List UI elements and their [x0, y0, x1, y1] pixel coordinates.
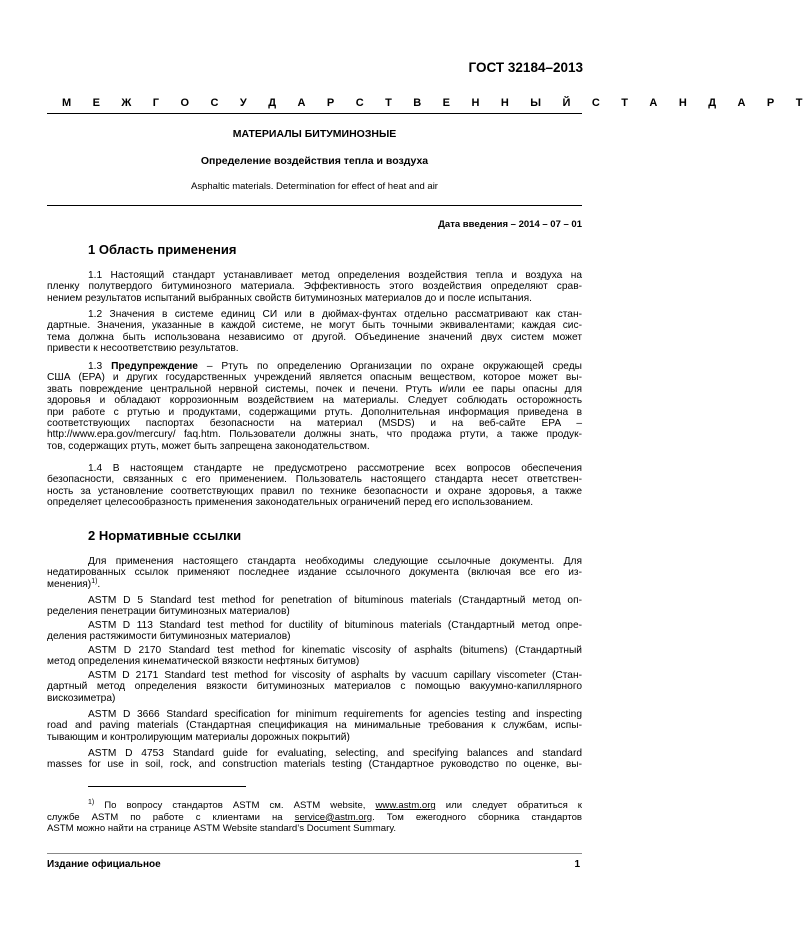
- text-fragment: .: [97, 578, 101, 590]
- document-title: МАТЕРИАЛЫ БИТУМИНОЗНЫЕ: [232, 128, 397, 140]
- text-line: соответствующих паспортах безопасности на материал (MSDS) и на веб-сайте EPA –: [47, 417, 582, 429]
- text-line: безопасности, связанных с его применением. Пользователь настоящего стандарта несет ответствен-: [47, 474, 582, 486]
- text-line: тема должна быть использована независимо от другой. Объединение значений двух систем может: [47, 331, 582, 343]
- astm-service-email-link[interactable]: service@astm.org: [294, 811, 373, 823]
- reference-astm-d113: [47, 620, 582, 643]
- text-line: http://www.epa.gov/mercury/ faq.htm. Пользователи должны знать, что продажа ртути, а также продук-: [47, 429, 582, 441]
- text-fragment: По вопросу стандартов ASTM см. ASTM website,: [94, 800, 376, 811]
- text-line: здоровья и обладают коррозионным воздействием на материалы. Следует соблюдать осторожность: [47, 395, 582, 407]
- text-fragment: . Том ежегодного сборника стандартов: [372, 811, 583, 823]
- footnote: [47, 800, 582, 835]
- paragraph-1-2: [47, 309, 582, 355]
- text-line: ределения пенетрации битуминозных материалов): [47, 606, 290, 618]
- footer-rule: [47, 853, 582, 854]
- text-fragment: службе ASTM по работе с клиентами на: [47, 811, 295, 823]
- text-line: тывающим и контролирующим материалы дорожных покрытий): [47, 731, 350, 743]
- astm-website-link[interactable]: www.astm.org: [375, 800, 436, 811]
- text-line: привести к несоответствию результатов.: [47, 343, 239, 355]
- reference-astm-d2170: [47, 645, 582, 668]
- text-line: США (EPA) и других государственных учреждений является опасным веществом, которое может вы-: [47, 372, 582, 384]
- reference-astm-d2171: [47, 670, 582, 704]
- text-fragment: менения): [47, 578, 92, 590]
- official-edition-label: Издание официальное: [47, 859, 161, 870]
- text-line: ASTM D 113 Standard test method for ductility of bituminous materials (Стандартный метод опре-: [88, 620, 582, 631]
- text-line: дартные. Значения, указанные в каждой системе, не могут быть точными эквивалентами; каждая сис-: [47, 320, 582, 332]
- text-line: ASTM D 2170 Standard test method for kinematic viscosity of asphalts (bitumens) (Стандартный: [88, 645, 582, 656]
- text-line: [47, 812, 582, 824]
- text-line: при работе с ртутью и продуктами, содержащими ртуть. Дополнительная информация приведена в: [47, 406, 582, 418]
- text-fragment: – Ртуть по определению Организации по охране окружающей среды: [197, 361, 582, 372]
- interstate-standard-label: М Е Ж Г О С У Д А Р С Т В Е Н Н Ы Й С Т А Н Д А Р Т: [62, 97, 812, 109]
- section-2-heading: 2 Нормативные ссылки: [88, 528, 242, 543]
- text-line: 1.4 В настоящем стандарте не предусмотрено рассмотрение всех вопросов обеспечения: [88, 463, 582, 474]
- footnote-marker: 1): [88, 799, 95, 806]
- text-line: деления растяжимости битуминозных материалов): [47, 631, 291, 643]
- references-intro: [47, 556, 582, 590]
- warning-label: Предупреждение: [111, 361, 198, 372]
- standard-code: ГОСТ 32184–2013: [468, 60, 583, 75]
- paragraph-1-1: [47, 270, 582, 304]
- text-line: Для применения настоящего стандарта необходимы следующие ссылочные документы. Для: [88, 556, 582, 567]
- section-1-heading: 1 Область применения: [88, 242, 237, 257]
- footnote-separator: [88, 786, 246, 787]
- text-line: 1.2 Значения в системе единиц СИ или в дюймах-фунтах отдельно рассматривают как стан-: [88, 309, 582, 320]
- text-fragment: или следует обратиться к: [435, 800, 582, 811]
- text-line: определяет целесообразность применения законодательных ограничений перед его использованием.: [47, 497, 534, 509]
- text-line: [47, 579, 582, 590]
- text-line: 1.1 Настоящий стандарт устанавливает метод определения воздействия тепла и воздуха на: [88, 270, 582, 281]
- paragraph-1-4: [47, 463, 582, 509]
- footnote-marker: 1): [91, 577, 98, 585]
- text-line: пленку полутвердого битуминозного материала. Эффективность этого воздействия определяют срав-: [47, 281, 582, 293]
- text-line: нением результатов испытаний выбранных свойств битуминозных материалов до и после испытания.: [47, 292, 532, 304]
- text-line: [47, 361, 582, 372]
- text-line: [47, 800, 582, 812]
- text-line: ASTM D 5 Standard test method for penetration of bituminous materials (Стандартный метод оп-: [88, 595, 582, 606]
- paragraph-number: 1.3: [88, 361, 112, 372]
- document-subtitle: Определение воздействия тепла и воздуха: [200, 155, 429, 167]
- text-line: ность за установление соответствующих правил по технике безопасности и охране здоровья, а также: [47, 485, 582, 497]
- reference-astm-d5: [47, 595, 582, 618]
- english-title: Asphaltic materials. Determination for effect of heat and air: [191, 181, 438, 192]
- text-line: недатированных ссылок применяют последнее издание ссылочного документа (включая все его из-: [47, 567, 582, 579]
- text-line: метод определения кинематической вязкости нефтяных битумов): [47, 656, 360, 668]
- text-line: вискозиметра): [47, 692, 116, 704]
- header-rule: [47, 113, 582, 114]
- text-line: тов, содержащих ртуть, может быть запрещена законодательством.: [47, 440, 370, 452]
- text-line: ASTM D 2171 Standard test method for viscosity of asphalts by vacuum capillary viscometer (Стан-: [88, 670, 582, 681]
- text-line: road and paving materials (Стандартная спецификация на минимальные требования к службам, испы-: [47, 720, 582, 732]
- text-line: дартный метод определения вязкости битуминозных материалов с помощью вакуумно-капиллярного: [47, 681, 582, 693]
- reference-astm-d4753: [47, 748, 582, 771]
- page-number: 1: [574, 859, 580, 870]
- introduction-date: Дата введения – 2014 – 07 – 01: [438, 219, 582, 230]
- paragraph-1-3: [47, 361, 582, 452]
- text-line: masses for use in soil, rock, and construction materials testing (Стандартное руководство по оценке, вы-: [47, 759, 582, 771]
- text-line: ASTM D 3666 Standard specification for minimum requirements for agencies testing and inspecting: [88, 709, 582, 720]
- title-rule: [47, 205, 582, 206]
- text-line: ASTM можно найти на странице ASTM Website standard’s Document Summary.: [47, 823, 397, 835]
- text-line: звать повреждение центральной нервной системы, почек и печени. Ртуть и/или ее пары опасны для: [47, 383, 582, 395]
- text-line: ASTM D 4753 Standard guide for evaluating, selecting, and specifying balances and standard: [88, 748, 582, 759]
- reference-astm-d3666: [47, 709, 582, 743]
